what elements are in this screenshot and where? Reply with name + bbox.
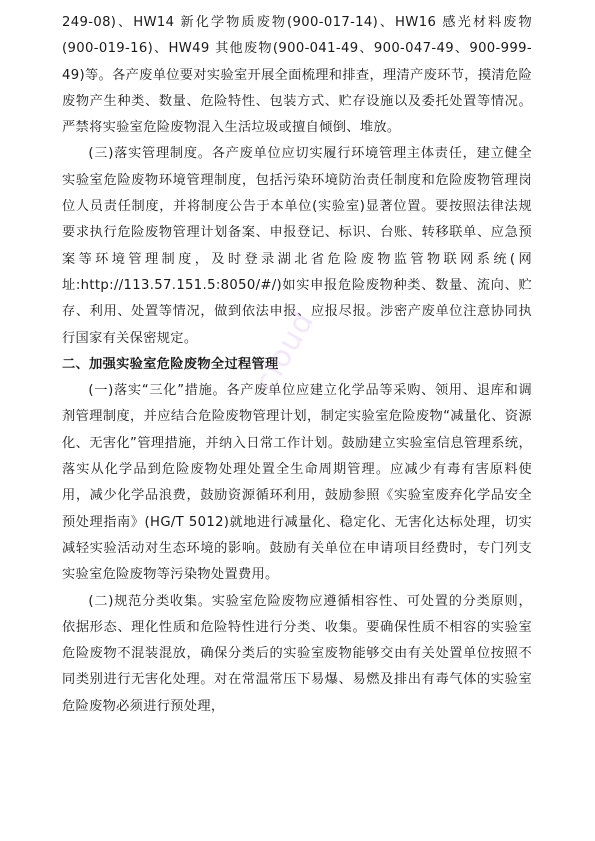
- paragraph-management-system: (三)落实管理制度。各产废单位应切实履行环境管理主体责任，建立健全实验室危险废物环境管理制度，包括污染环境防治责任制度和危险废物管理岗位人员责任制度，并将制度公告于本单位(实验室)显著位置。要按照法律法规要求执行危险废物管理计划备案、申报登记、标识、台账、转移联单、应急预案等环境管理制度，及时登录湖北省危险废物监管物联网系统(网址:http://113.57.151.5:8050/#/)如实申报危险废物种类、数量、流向、贮存、利用、处置等情况，做到依法申报、应报尽报。涉密产废单位注意协同执行国家有关保密规定。: [62, 146, 532, 346]
- section-heading-2: 二、加强实验室危险废物全过程管理: [62, 356, 279, 372]
- paragraph-classification-collection: (二)规范分类收集。实验室危险废物应遵循相容性、可处置的分类原则，依据形态、理化性质和危险特性进行分类、收集。要确保性质不相容的实验室危险废物不混装混放，确保分类后的实验室废物能够交由有关处置单位按照不同类别进行无害化处理。对在常温常压下易爆、易燃及排出有毒气体的实验室危险废物必须进行预处理，: [62, 593, 532, 714]
- paragraph-three-measures: (一)落实“三化”措施。各产废单位应建立化学品等采购、领用、退库和调剂管理制度，并应结合危险废物管理计划，制定实验室危险废物“减量化、资源化、无害化”管理措施，并纳入日常工作计划。鼓励建立实验室信息管理系统，落实从化学品到危险废物处理处置全生命周期管理。应减少有毒有害原料使用，减少化学品浪费，鼓励资源循环利用，鼓励参照《实验室废弃化学品安全预处理指南》(HG/T 5012)就地进行减量化、稳定化、无害化达标处理，切实减轻实验活动对生态环境的影响。鼓励有关单位在申请项目经费时，专门列支实验室危险废物等污染物处置费用。: [62, 383, 532, 583]
- watermark: cloud: [248, 305, 322, 398]
- paragraph-waste-categories: 249-08)、HW14 新化学物质废物(900-017-14)、HW16 感光材料废物(900-019-16)、HW49 其他废物(900-041-49、900-047-49、900-999-49)等。各产废单位要对实验室开展全面梳理和排查，理清产废环节，摸清危险废物产生种类、数量、危险特性、包装方式、贮存设施以及委托处置等情况。严禁将实验室危险废物混入生活垃圾或擅自倾倒、堆放。: [62, 15, 532, 136]
- document-body: [62, 10, 532, 720]
